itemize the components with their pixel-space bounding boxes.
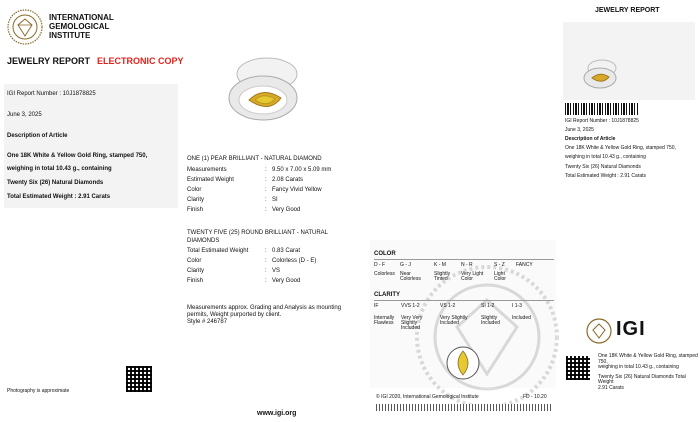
stub-date: June 3, 2025 <box>565 127 594 133</box>
clarity-name: Very Very Slightly Included <box>401 315 423 331</box>
table-row <box>187 258 316 268</box>
color-grade: K - M <box>434 262 446 268</box>
report-date: June 3, 2025 <box>7 112 42 118</box>
section2-table <box>187 248 316 288</box>
igi-logo-text: IGI <box>616 318 646 340</box>
stub-description-line2: weighing in total 10.43 g., containing <box>565 154 646 160</box>
org-name <box>49 13 114 40</box>
color-grade: N - R <box>461 262 473 268</box>
igi-logo-icon <box>586 318 612 344</box>
color-scale-line <box>374 259 554 260</box>
website-link[interactable]: www.igi.org <box>257 410 297 417</box>
igi-seal-icon <box>7 9 43 45</box>
stub-description-heading: Description of Article <box>565 136 616 142</box>
clarity-name: Internally Flawless <box>374 315 395 326</box>
clarity-grade: VVS 1-2 <box>401 303 420 309</box>
clarity-grade: SI 1-2 <box>481 303 495 309</box>
barcode-icon <box>565 103 639 115</box>
stub-summary-line3: Twenty Six (26) Natural Diamonds Total Weight <box>598 373 686 385</box>
section1-title: ONE (1) PEAR BRILLIANT - NATURAL DIAMOND <box>187 156 322 162</box>
measurement-note <box>187 305 341 326</box>
stub-report-number: IGI Report Number : 10J1878825 <box>565 118 639 124</box>
clarity-scale-heading: CLARITY <box>374 292 400 298</box>
section2-title-line2: DIAMONDS <box>187 238 220 244</box>
org-line3: INSTITUTE <box>49 31 91 40</box>
stub-ring-image <box>582 56 620 90</box>
watermark-seal <box>412 262 562 412</box>
clarity-grade: IF <box>374 303 379 309</box>
copyright: © IGI 2020, International Gemological Institute <box>376 394 479 400</box>
clarity-grade: VS 1-2 <box>440 303 456 309</box>
color-name: Light Color <box>494 271 506 282</box>
stub-report-title: JEWELRY REPORT <box>595 7 660 14</box>
pear-diamond-diagram <box>446 346 480 380</box>
row-colon: : <box>265 187 267 193</box>
row-label: Measurements <box>187 167 227 173</box>
row-label: Color <box>187 258 202 264</box>
row-label: Color <box>187 187 202 193</box>
row-value: Very Good <box>272 278 301 284</box>
row-value: 2.08 Carats <box>272 177 304 183</box>
style-number: Style # 246787 <box>187 319 228 325</box>
stub-summary-line1: One 18K White & Yellow Gold Ring, stamped 750, <box>598 353 698 365</box>
stub-description-line1: One 18K White & Yellow Gold Ring, stamped 750, <box>565 145 676 151</box>
row-label: Clarity <box>187 197 205 203</box>
color-grade: G - J <box>400 262 411 268</box>
row-colon: : <box>265 268 267 274</box>
description-line2: weighing in total 10.43 g., containing <box>7 166 112 172</box>
clarity-name: Very Slightly Included <box>440 315 468 326</box>
section2-title <box>187 229 328 245</box>
row-colon: : <box>265 248 267 254</box>
row-label: Finish <box>187 278 204 284</box>
table-row <box>187 177 331 187</box>
report-number: IGI Report Number : 10J1878825 <box>7 91 96 97</box>
color-name: Slightly Tinted <box>434 271 451 282</box>
row-colon: : <box>265 167 267 173</box>
table-row <box>187 278 316 288</box>
stub-qr-code-icon[interactable] <box>566 356 590 380</box>
org-line2: GEMOLOGICAL <box>49 22 110 31</box>
color-grade: S - Z <box>494 262 505 268</box>
note-line2: permits, Weight purported by client. <box>187 312 282 318</box>
row-colon: : <box>265 258 267 264</box>
section2-title-line1: TWENTY FIVE (25) ROUND BRILLIANT - NATURAL <box>187 230 329 236</box>
color-grade: FANCY <box>516 262 533 268</box>
photo-note: Photography is approximate <box>7 388 70 394</box>
scale-barcode-icon <box>376 404 552 411</box>
row-colon: : <box>265 177 267 183</box>
color-scale-heading: COLOR <box>374 251 396 257</box>
section1-table <box>187 167 331 217</box>
row-value: 9.50 x 7.00 x 5.09 mm <box>272 167 332 173</box>
clarity-name: Included <box>512 315 531 321</box>
row-value: Fancy Vivid Yellow <box>272 187 322 193</box>
description-line3: Twenty Six (26) Natural Diamonds <box>7 180 104 186</box>
color-name: Colorless <box>374 271 395 277</box>
row-value: Very Good <box>272 207 301 213</box>
clarity-scale-line <box>374 300 554 301</box>
stub-summary-line2: weighing in total 10.43 g., containing <box>598 364 679 370</box>
description-line1: One 18K White & Yellow Gold Ring, stamped 750, <box>7 153 148 159</box>
table-row <box>187 207 331 217</box>
row-colon: : <box>265 278 267 284</box>
org-line1: INTERNATIONAL <box>49 13 114 22</box>
color-grade: D - F <box>374 262 386 268</box>
table-row <box>187 248 316 258</box>
row-label: Estimated Weight <box>187 177 234 183</box>
row-colon: : <box>265 197 267 203</box>
total-weight: Total Estimated Weight : 2.91 Carats <box>7 194 111 200</box>
row-value: VS <box>272 268 281 274</box>
form-code: FD - 10.20 <box>523 394 547 400</box>
description-heading: Description of Article <box>7 133 68 139</box>
left-panel <box>4 84 178 208</box>
table-row <box>187 167 331 177</box>
table-row <box>187 197 331 207</box>
table-row <box>187 187 331 197</box>
row-value: SI <box>272 197 278 203</box>
row-value: 0.83 Carat <box>272 248 301 254</box>
table-row <box>187 268 316 278</box>
row-value: Colorless (D - E) <box>272 258 317 264</box>
stub-total-weight: Total Estimated Weight : 2.91 Carats <box>565 173 647 179</box>
electronic-copy-label: ELECTRONIC COPY <box>97 56 184 66</box>
clarity-grade: I 1-3 <box>512 303 523 309</box>
color-name: Very Light Color <box>461 271 484 282</box>
note-line1: Measurements approx. Grading and Analysis as mounting <box>187 305 342 311</box>
stub-description-line3: Twenty Six (26) Natural Diamonds <box>565 164 641 170</box>
row-colon: : <box>265 207 267 213</box>
row-label: Finish <box>187 207 204 213</box>
row-label: Total Estimated Weight <box>187 248 249 254</box>
row-label: Clarity <box>187 268 205 274</box>
ring-image <box>223 48 308 128</box>
report-title: JEWELRY REPORT <box>7 56 91 66</box>
clarity-name: Slightly Included <box>481 315 500 326</box>
qr-code-icon[interactable] <box>126 366 152 392</box>
color-name: Near Colorless <box>400 271 421 282</box>
stub-summary-line4: 2.91 Carats <box>598 384 624 391</box>
stub-summary <box>598 354 700 391</box>
